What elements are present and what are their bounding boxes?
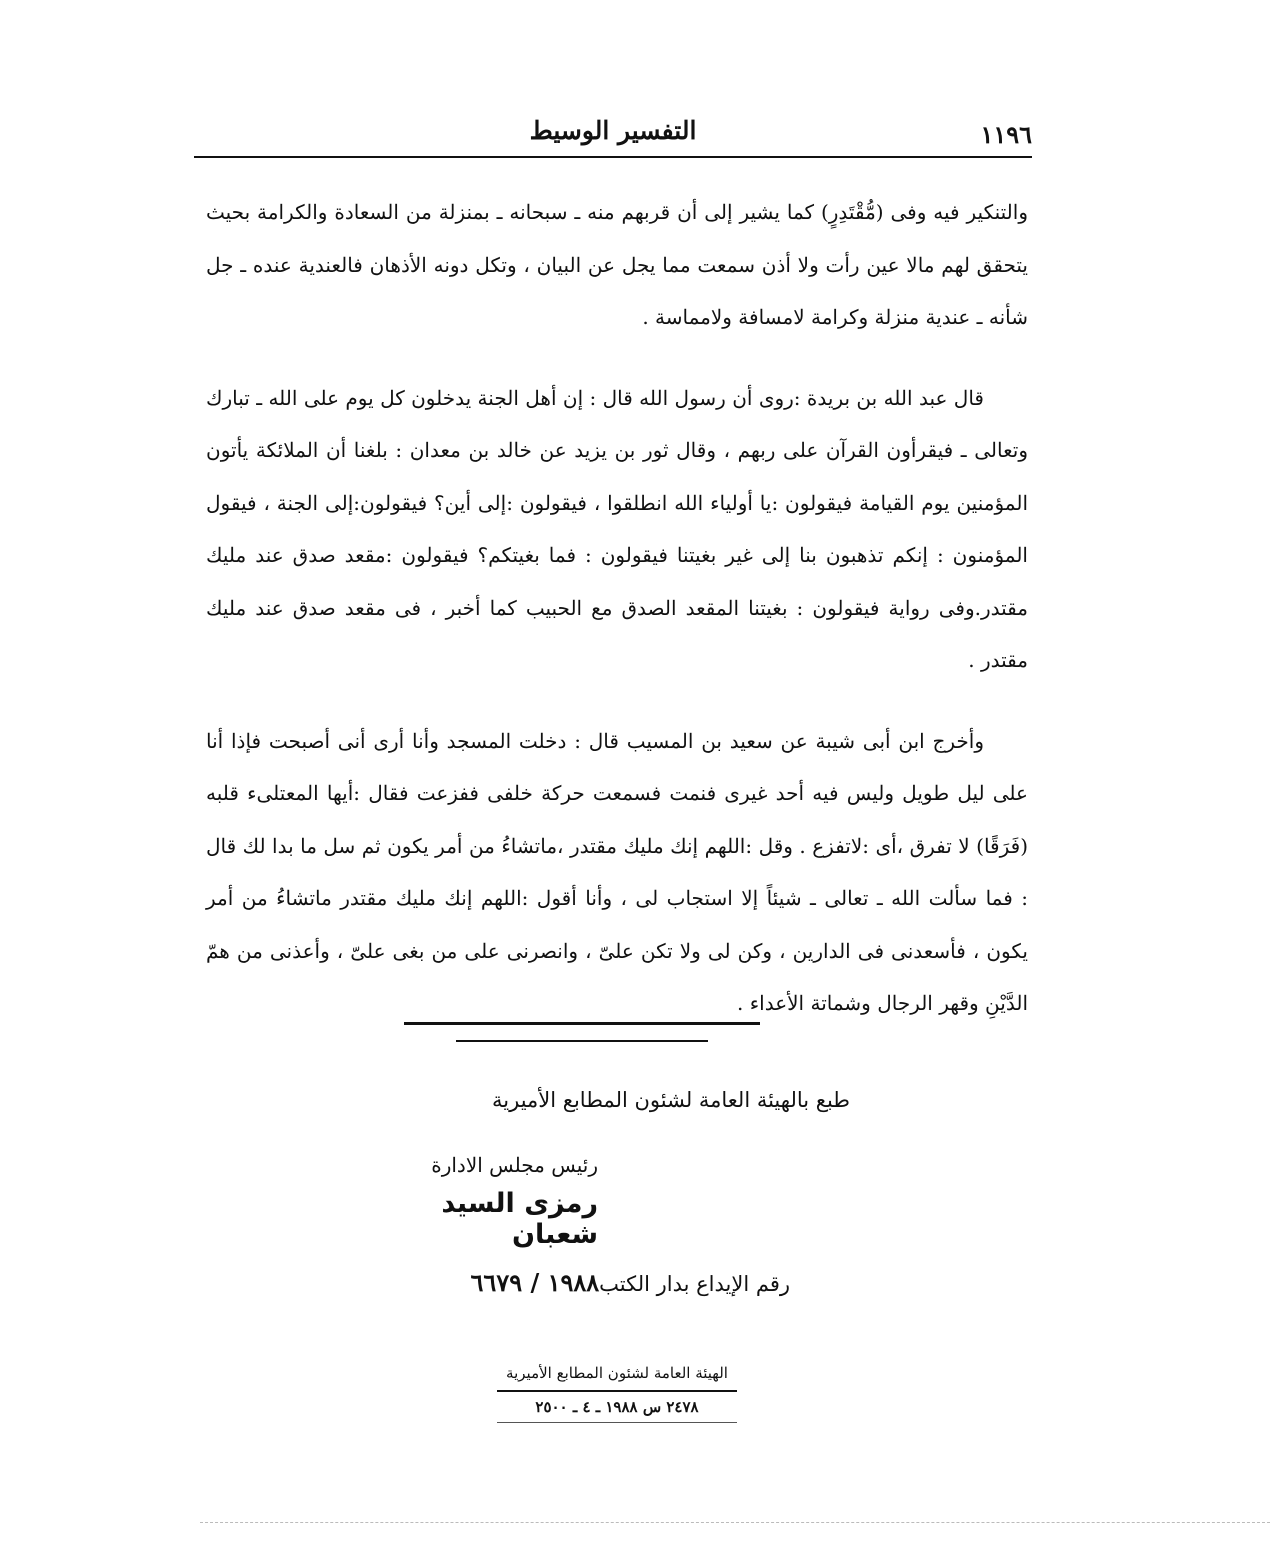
deposit-label: رقم الإيداع بدار الكتب: [599, 1272, 790, 1296]
paragraph: والتنكير فيه وفى (مُّقْتَدِرٍ) كما يشير إلى أن قربهم منه ـ سبحانه ـ بمنزلة من السعادة والكرامة بحيث يتحقق لهم مالا عين رأت ولا أذن سمعت مما يجل عن البيان ، وتكل دونه الأذهان فالعندية عنده ـ جل شأنه ـ عندية منزلة وكرامة لامسافة ولامماسة .: [206, 200, 1028, 329]
imprint-org: الهيئة العامة لشئون المطابع الأميرية: [506, 1364, 728, 1382]
end-rule-short: [456, 1040, 708, 1042]
chairman-title: رئيس مجلس الادارة: [431, 1153, 598, 1177]
printer-credit: طبع بالهيئة العامة لشئون المطابع الأميرية: [492, 1088, 850, 1112]
deposit-line: [420, 1268, 790, 1297]
body-text: [206, 186, 1028, 1030]
page-number: ١١٩٦: [980, 120, 1032, 149]
running-header: [194, 112, 1032, 160]
deposit-number: ١٩٨٨ / ٦٦٧٩: [470, 1268, 600, 1297]
end-rule-long: [404, 1022, 760, 1025]
paragraph: وأخرج ابن أبى شيبة عن سعيد بن المسيب قال : دخلت المسجد وأنا أرى أنى أصبحت فإذا أنا على ليل طويل وليس فيه أحد غيرى فنمت فسمعت حركة خلفى ففزعت فقال :أيها المعتلىء قلبه (فَرَقًا) لا تفرق ،أى :لاتفزع . وقل :اللهم إنك مليك مقتدر ،ماتشاءُ من أمر يكون ثم سل ما بدا لك قال : فما سألت الله ـ تعالى ـ شيئاً إلا استجاب لى ، وأنا أقول :اللهم إنك مليك مقتدر ماتشاءُ من أمر يكون ، فأسعدنى فى الدارين ، وكن لى ولا تكن علىّ ، وانصرنى على من بغى علىّ ، وأعذنى من همّ الدَّيْنِ وقهر الرجال وشماتة الأعداء .: [206, 728, 1028, 1015]
paragraph: قال عبد الله بن بريدة :روى أن رسول الله قال : إن أهل الجنة يدخلون كل يوم على الله ـ تبارك وتعالى ـ فيقرأون القرآن على ربهم ، وقال ثور بن يزيد عن خالد بن معدان : بلغنا أن الملائكة يأتون المؤمنين يوم القيامة فيقولون :يا أولياء الله انطلقوا ، فيقولون :إلى أين؟ فيقولون:إلى الجنة ، فيقول المؤمنون : إنكم تذهبون بنا إلى غير بغيتنا فيقولون : فما بغيتكم؟ فيقولون :مقعد صدق عند مليك مقتدر.وفى رواية فيقولون : بغيتنا المقعد الصدق مع الحبيب كما أخبر ، فى مقعد صدق عند مليك مقتدر .: [206, 385, 1028, 672]
chairman-name: رمزى السيد شعبان: [441, 1188, 598, 1250]
imprint-box: [497, 1362, 737, 1423]
imprint-underline: [497, 1422, 737, 1423]
imprint-divider: [497, 1390, 737, 1392]
paragraph-gap: [206, 687, 1028, 715]
book-title: التفسير الوسيط: [529, 116, 697, 145]
paragraph-gap: [206, 344, 1028, 372]
header-divider: [194, 156, 1032, 158]
scan-edge-line: [200, 1522, 1270, 1523]
imprint-code: ٢٤٧٨ س ١٩٨٨ ـ ٤ ـ ٢٥٠٠: [535, 1398, 699, 1416]
